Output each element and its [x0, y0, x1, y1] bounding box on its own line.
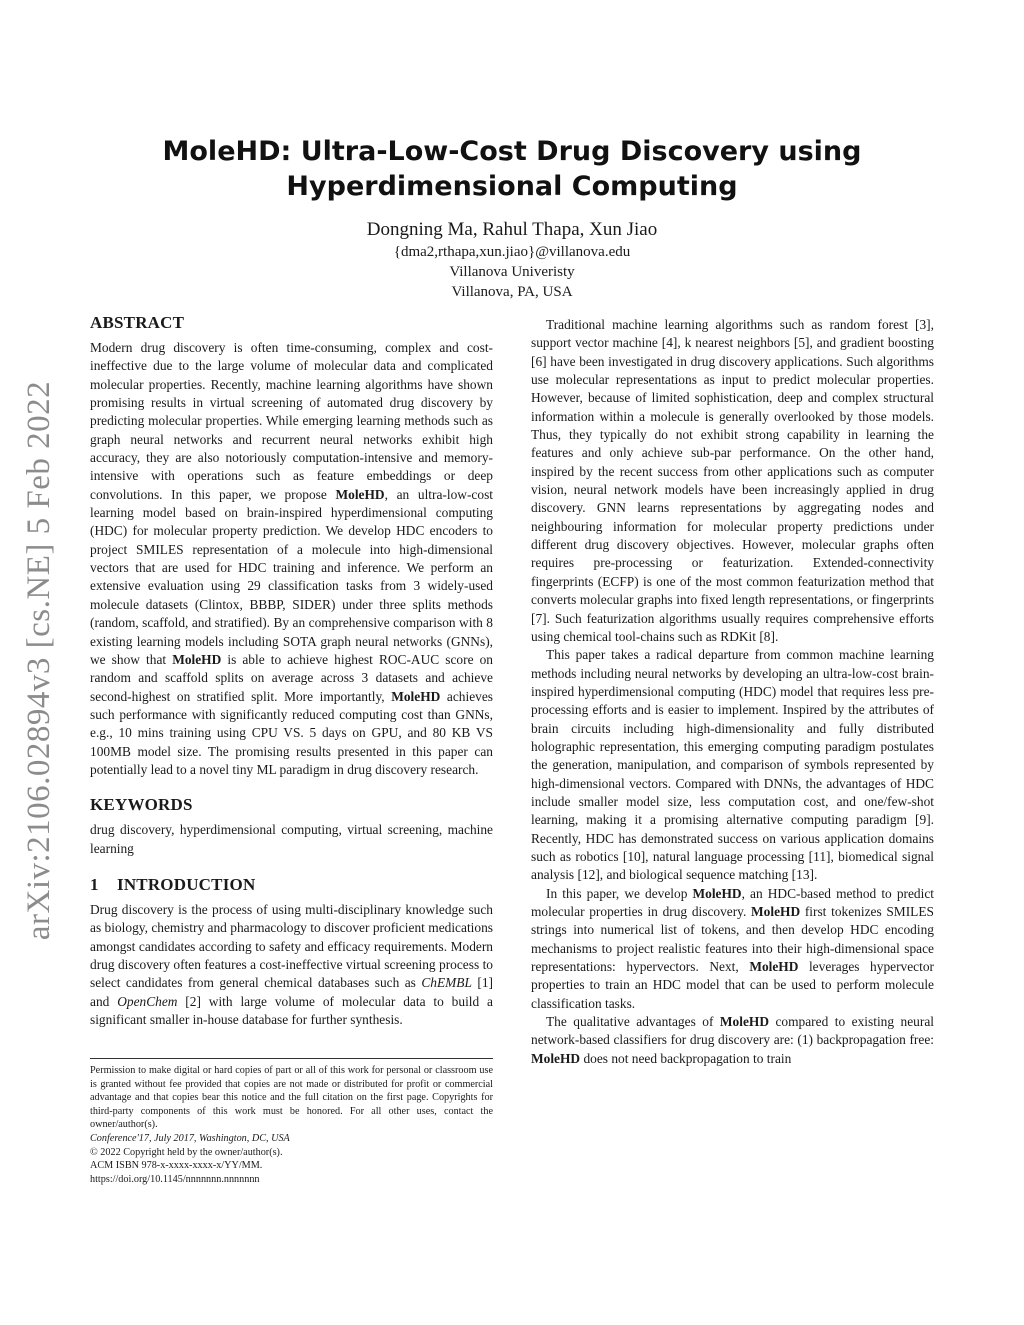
abstract-text: is able to achieve highest ROC-AUC score on random and scaffold splits on average across 3 datasets and achieve second-highest on stratified split. More importantly, — [90, 651, 493, 704]
introduction-heading — [90, 874, 493, 896]
intro-paragraph-4 — [531, 885, 934, 1013]
body-text: does not need backpropagation to train — [580, 1050, 792, 1066]
abstract-paragraph — [90, 339, 493, 779]
conference-name: Conference'17, July 2017, Washington, DC, USA — [90, 1132, 290, 1144]
method-name: MoleHD — [719, 1014, 769, 1030]
database-name: ChEMBL — [421, 975, 472, 991]
abstract-text: achieves such performance with significantly reduced computing cost than GNNs, e.g., 10 mins training using CPU VS. 5 days on GPU, and 80 KB VS 100MB model size. The promising results presented in this paper can potentially lead to a novel tiny ML paradigm in drug discovery research. — [90, 688, 493, 777]
database-name: OpenChem — [117, 993, 178, 1009]
conference-info — [90, 1132, 493, 1146]
body-text: compared to existing neural network-based classifiers for drug discovery are: (1) backpropagation free: — [531, 1014, 934, 1048]
title-line-2: Hyperdimensional Computing — [286, 171, 738, 202]
affiliation-block — [90, 242, 934, 302]
copyright-line: © 2022 Copyright held by the owner/author(s). — [90, 1146, 283, 1158]
body-text: leverages hypervector properties to train an HDC model that can be used to perform molecule classification tasks. — [531, 959, 935, 1011]
section-title: INTRODUCTION — [117, 874, 256, 894]
doi-link[interactable]: https://doi.org/10.1145/nnnnnnn.nnnnnnn — [90, 1173, 260, 1185]
intro-paragraph-5 — [531, 1013, 934, 1068]
arxiv-identifier: arXiv:2106.02894v3 [cs.NE] 5 Feb 2022 — [21, 380, 58, 940]
abstract-text: Modern drug discovery is often time-consuming, complex and cost-ineffective due to the large volume of molecular data and complicated molecular properties. Recently, machine learning algorithms have shown promising results in virtual screening of automated drug discovery by predicting molecular properties. While emerging learning methods such as graph neural networks and recurrent neural networks exhibit high accuracy, they are also notoriously computation-intensive and memory-intensive with operations such as feature embeddings or deep convolutions. In this paper, we propose — [90, 340, 493, 502]
keywords-text: drug discovery, hyperdimensional computing, virtual screening, machine learning — [90, 822, 493, 856]
body-text: , an HDC-based method to predict molecular properties in drug discovery. — [531, 885, 934, 919]
keywords-heading: KEYWORDS — [90, 795, 193, 815]
method-name: MoleHD — [692, 885, 742, 901]
intro-paragraph-2: Traditional machine learning algorithms such as random forest [3], support vector machine [4], k nearest neighbors [5], and gradient boosting [6] have been investigated in drug discovery applications. Such algorithms use molecular representations as input to predict molecular properties. However, because of limited sophistication, deep and complex structural information within a molecule is generally overlooked by those models. Thus, they typically do not exhibit strong capability in learning the features and only achieve sub-par performance. On the other hand, inspired by the recent success from other applications such as computer vision, neural network models have been increasingly applied in drug discovery. GNN learns representations by aggregating nodes and neighbouring information for molecular property predictions under different drug discovery objectives. However, molecular graphs often requires pre-processing or featurization. Extended-connectivity fingerprints (ECFP) is one of the most common featurization method that converts molecular graphs into fixed length representations, or fingerprints [7]. Such featurization algorithms usually requires comprehensive efforts using chemical tool-chains such as RDKit [8]. — [531, 317, 934, 644]
body-text: In this paper, we develop — [546, 885, 693, 901]
abstract-text: , an ultra-low-cost learning model based on brain-inspired hyperdimensional computing (HDC) for molecular property prediction. We develop HDC encoders to project SMILES representation of a molecule into high-dimensional vectors that are used for HDC training and inference. We perform an extensive evaluation using 29 classification tasks from 3 widely-used molecule datasets (Clintox, BBBP, SIDER) under three splits methods (random, scaffold, and stratified). By an comprehensive comparison with 8 existing learning models including SOTA graph neural networks (GNNs), we show that — [90, 486, 493, 667]
method-name: MoleHD — [751, 904, 801, 919]
method-name: MoleHD — [391, 688, 441, 704]
author-email: {dma2,rthapa,xun.jiao}@villanova.edu — [393, 244, 631, 260]
author-list: Dongning Ma, Rahul Thapa, Xun Jiao — [366, 219, 658, 240]
method-name: MoleHD — [531, 1050, 581, 1066]
abstract-heading: ABSTRACT — [90, 313, 185, 332]
intro-paragraph-3: This paper takes a radical departure from common machine learning methods including neural networks by developing an ultra-low-cost brain-inspired hyperdimensional computing (HDC) model that requires less pre-processing efforts and is easier to implement. Inspired by the attributes of brain circuits including high-dimensionality and fully distributed holographic representation, this emerging computing paradigm postulates the generation, manipulation, and comparison of symbols represented by high-dimensional vectors. Compared with DNNs, the advantages of HDC include smaller model size, less computation cost, and one/few-shot learning, making it a promising alternative computing paradigm [9]. Recently, HDC has demonstrated success on various application domains such as robotics [10], natural language processing [11], biomedical signal analysis [12], and biological sequence matching [13]. — [531, 647, 934, 883]
left-column — [90, 312, 493, 1029]
method-name: MoleHD — [172, 651, 222, 667]
body-text: [2] with large volume of molecular data to build a significant smaller in-house database for further synthesis. — [90, 993, 493, 1027]
right-column — [531, 316, 934, 1068]
method-name: MoleHD — [749, 959, 799, 975]
permission-notice: Permission to make digital or hard copies of part or all of this work for personal or classroom use is granted without fee provided that copies are not made or distributed for profit or commercial advantage and that copies bear this notice and the full citation on the first page. Copyrights for third-party components of this work must be honored. For all other uses, contact the owner/author(s). — [90, 1065, 493, 1131]
section-number: 1 — [90, 874, 99, 894]
body-text: The qualitative advantages of — [546, 1014, 720, 1030]
permission-footnote — [90, 1058, 493, 1186]
author-institution: Villanova Univeristy — [449, 264, 575, 280]
method-name: MoleHD — [335, 486, 385, 502]
isbn-line: ACM ISBN 978-x-xxxx-xxxx-x/YY/MM. — [90, 1160, 263, 1172]
arxiv-sidebar-stamp — [18, 360, 62, 960]
author-location: Villanova, PA, USA — [451, 284, 573, 300]
body-text: Drug discovery is the process of using multi-disciplinary knowledge such as biology, chemistry and pharmacology to discover proficient medications amongst candidates according to safety and efficacy requirements. Modern drug discovery often features a cost-ineffective virtual screening process to select candidates from general chemical databases such as — [90, 901, 493, 991]
intro-paragraph-1 — [90, 901, 493, 1029]
paper-title — [90, 134, 934, 204]
body-text: [1] and — [90, 975, 493, 1009]
title-line-1: MoleHD: Ultra-Low-Cost Drug Discovery using — [162, 136, 862, 167]
body-text: first tokenizes SMILES strings into numerical list of tokens, and then develop HDC encoding mechanisms to project realistic features into their high-dimensional space representations: hypervectors. Next, — [531, 904, 934, 975]
